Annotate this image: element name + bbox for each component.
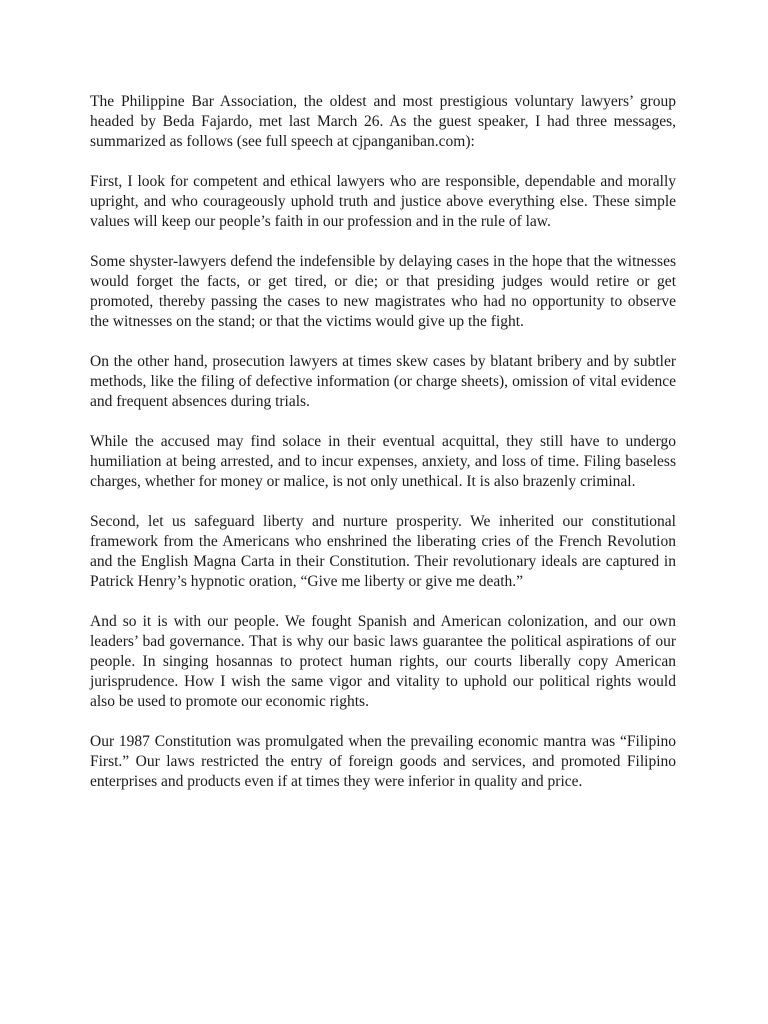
paragraph-1: The Philippine Bar Association, the oldest and most prestigious voluntary lawyers’ group headed by Beda Fajardo, met last March 26. As the guest speaker, I had three messages, summarized as follows (see full speech at cjpanganiban.com): (90, 93, 676, 150)
document-body (90, 92, 676, 812)
paragraph-3: Some shyster-lawyers defend the indefensible by delaying cases in the hope that the witnesses would forget the facts, or get tired, or die; or that presiding judges would retire or get promoted, thereby passing the cases to new magistrates who had no opportunity to observe the witnesses on the stand; or that the victims would give up the fight. (90, 253, 676, 330)
paragraph-8: Our 1987 Constitution was promulgated when the prevailing economic mantra was “Filipino First.” Our laws restricted the entry of foreign goods and services, and promoted Filipino enterprises and products even if at times they were inferior in quality and price. (90, 733, 676, 790)
paragraph-7: And so it is with our people. We fought Spanish and American colonization, and our own leaders’ bad governance. That is why our basic laws guarantee the political aspirations of our people. In singing hosannas to protect human rights, our courts liberally copy American jurisprudence. How I wish the same vigor and vitality to uphold our political rights would also be used to promote our economic rights. (90, 613, 676, 710)
paragraph-5: While the accused may find solace in their eventual acquittal, they still have to undergo humiliation at being arrested, and to incur expenses, anxiety, and loss of time. Filing baseless charges, whether for money or malice, is not only unethical. It is also brazenly criminal. (90, 433, 676, 490)
paragraph-2: First, I look for competent and ethical lawyers who are responsible, dependable and morally upright, and who courageously uphold truth and justice above everything else. These simple values will keep our people’s faith in our profession and in the rule of law. (90, 173, 676, 230)
paragraph-4: On the other hand, prosecution lawyers at times skew cases by blatant bribery and by subtler methods, like the filing of defective information (or charge sheets), omission of vital evidence and frequent absences during trials. (90, 353, 676, 410)
paragraph-6: Second, let us safeguard liberty and nurture prosperity. We inherited our constitutional framework from the Americans who enshrined the liberating cries of the French Revolution and the English Magna Carta in their Constitution. Their revolutionary ideals are captured in Patrick Henry’s hypnotic oration, “Give me liberty or give me death.” (90, 513, 676, 590)
